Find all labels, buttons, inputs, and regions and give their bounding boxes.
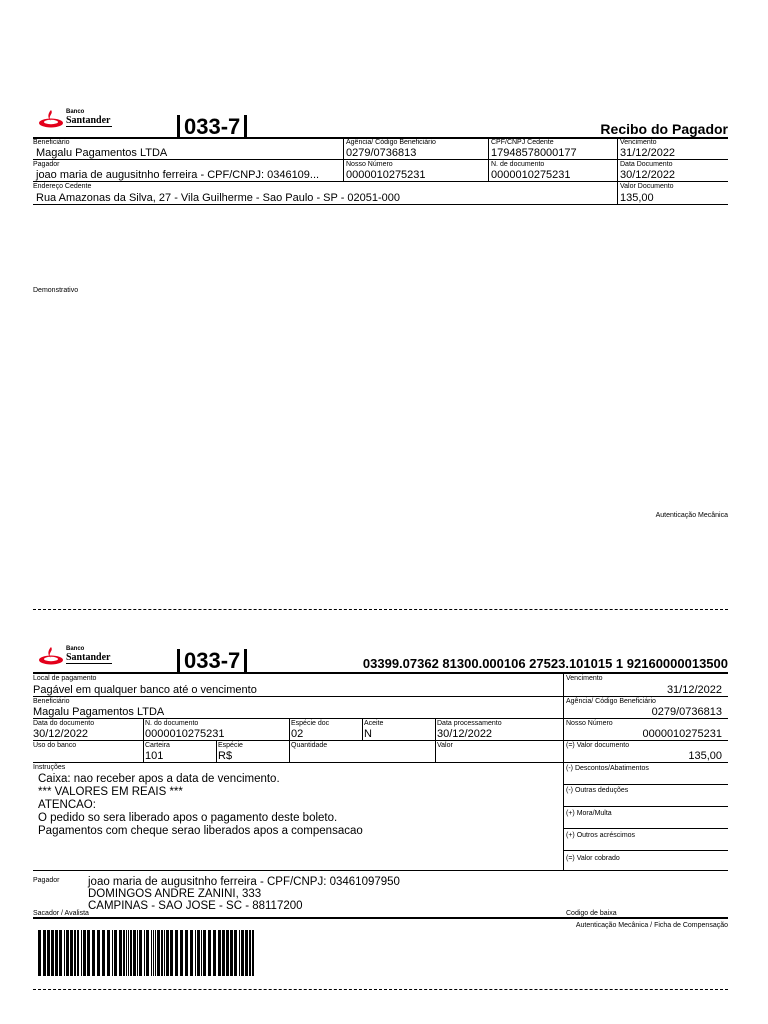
barcode-bar: [55, 930, 58, 976]
receipt-vencimento: 31/12/2022: [620, 147, 676, 159]
barcode-bar: [43, 930, 46, 976]
receipt-nosso-numero: 0000010275231: [346, 169, 426, 181]
instruction-line: Caixa: nao receber apos a data de vencimento.: [38, 773, 280, 785]
barcode-bar: [112, 930, 113, 976]
barcode-bar: [102, 930, 105, 976]
slip-especie: R$: [218, 750, 233, 762]
receipt-cpf-cnpj: 17948578000177: [491, 147, 577, 159]
label-vencimento: Vencimento: [620, 139, 657, 146]
barcode-bar: [51, 930, 54, 976]
label-slip-vencimento: Vencimento: [566, 675, 603, 682]
label-slip-data-processamento: Data processamento: [437, 720, 502, 727]
barcode-bar: [87, 930, 90, 976]
slip-valor-documento: 135,00: [688, 750, 722, 762]
barcode-bar: [180, 930, 183, 976]
barcode-bar: [230, 930, 233, 976]
barcode-bar: [133, 930, 136, 976]
barcode-bar: [234, 930, 237, 976]
barcode-bar: [151, 930, 152, 976]
label-autenticacao-receipt: Autenticação Mecânica: [655, 512, 728, 519]
slip-data-documento: 30/12/2022: [33, 728, 89, 740]
bank-word: Banco: [66, 646, 85, 652]
barcode-bar: [97, 930, 100, 976]
barcode: [38, 930, 258, 976]
barcode-bar: [126, 930, 127, 976]
barcode-bar: [74, 930, 76, 976]
slip-especie-doc: 02: [291, 728, 304, 740]
label-slip-quantidade: Quantidade: [291, 742, 328, 749]
barcode-bar: [123, 930, 125, 976]
barcode-bar: [107, 930, 110, 976]
label-beneficiario: Beneficiário: [33, 139, 70, 146]
barcode-bar: [164, 930, 165, 976]
barcode-bar: [241, 930, 244, 976]
label-slip-n-documento: N. do documento: [145, 720, 199, 727]
label-slip-nosso-numero: Nosso Número: [566, 720, 613, 727]
barcode-bar: [252, 930, 254, 976]
barcode-bar: [130, 930, 132, 976]
instruction-line: Pagamentos com cheque serao liberados apos a compensacao: [38, 825, 363, 837]
barcode-bar: [245, 930, 248, 976]
barcode-bar: [92, 930, 95, 976]
digitable-line: 03399.07362 81300.000106 27523.101015 1 92160000013500: [362, 656, 728, 671]
payer-line: CAMPINAS - SAO JOSE - SC - 88117200: [88, 900, 303, 912]
bank-name: Santander: [66, 115, 111, 126]
barcode-bar: [119, 930, 122, 976]
barcode-bar: [197, 930, 200, 976]
receipt-beneficiario: Magalu Pagamentos LTDA: [36, 147, 168, 159]
barcode-bar: [144, 930, 145, 976]
label-slip-valor: Valor: [437, 742, 453, 749]
barcode-bar: [213, 930, 216, 976]
barcode-bar: [153, 930, 154, 976]
barcode-bar: [185, 930, 188, 976]
label-slip-mora-multa: (+) Mora/Multa: [566, 810, 612, 817]
label-endereco: Endereço Cedente: [33, 183, 92, 190]
barcode-bar: [226, 930, 229, 976]
slip-data-processamento: 30/12/2022: [437, 728, 493, 740]
payer-line: joao maria de augusitnho ferreira - CPF/CNPJ: 03461097950: [88, 876, 400, 888]
label-cpf-cnpj: CPF/CNPJ Cedente: [491, 139, 554, 146]
slip-n-documento: 0000010275231: [145, 728, 225, 740]
slip-agencia: 0279/0736813: [651, 706, 722, 718]
label-slip-instrucoes: Instruções: [33, 764, 66, 771]
barcode-bar: [47, 930, 50, 976]
barcode-bar: [137, 930, 138, 976]
receipt-agencia: 0279/0736813: [346, 147, 417, 159]
label-n-documento: N. de documento: [491, 161, 545, 168]
label-slip-outros-acrescimos: (+) Outros acréscimos: [566, 832, 636, 839]
barcode-bar: [161, 930, 163, 976]
instruction-line: *** VALORES EM REAIS ***: [38, 786, 183, 798]
instruction-line: O pedido so sera liberado apos o pagamento deste boleto.: [38, 812, 338, 824]
label-slip-especie: Espécie: [218, 742, 243, 749]
receipt-data-documento: 30/12/2022: [620, 169, 676, 181]
bank-code: 033-7: [177, 115, 247, 139]
barcode-bar: [128, 930, 129, 976]
barcode-bar: [201, 930, 202, 976]
label-slip-carteira: Carteira: [145, 742, 170, 749]
barcode-bar: [70, 930, 73, 976]
label-slip-uso-banco: Uso do banco: [33, 742, 77, 749]
barcode-bar: [64, 930, 65, 976]
barcode-bar: [81, 930, 82, 976]
barcode-bar: [114, 930, 117, 976]
barcode-bar: [195, 930, 196, 976]
label-slip-especie-doc: Espécie doc: [291, 720, 330, 727]
barcode-bar: [175, 930, 178, 976]
label-slip-sacador: Sacador / Avalista: [33, 910, 89, 917]
payer-line: DOMINGOS ANDRE ZANINI, 333: [88, 888, 262, 900]
barcode-bar: [249, 930, 251, 976]
label-slip-outras-deducoes: (-) Outras deduções: [566, 787, 629, 794]
slip-local-pagamento: Pagável em qualquer banco até o vencimento: [33, 684, 257, 696]
label-nosso-numero: Nosso Número: [346, 161, 393, 168]
barcode-bar: [155, 930, 156, 976]
barcode-bar: [66, 930, 69, 976]
barcode-bar: [222, 930, 225, 976]
barcode-bar: [239, 930, 240, 976]
barcode-bar: [146, 930, 149, 976]
label-agencia: Agência/ Código Beneficiário: [346, 139, 436, 146]
label-valor-documento: Valor Documento: [620, 183, 674, 190]
label-slip-valor-documento: (=) Valor documento: [566, 742, 630, 749]
bank-name: Santander: [66, 652, 111, 663]
label-local-pagamento: Local de pagamento: [33, 675, 97, 682]
receipt-endereco: Rua Amazonas da Silva, 27 - Vila Guilherme - Sao Paulo - SP - 02051-000: [36, 192, 401, 204]
label-slip-pagador: Pagador: [33, 877, 60, 884]
barcode-bar: [166, 930, 169, 976]
label-slip-autenticacao: Autenticação Mecânica / Ficha de Compensação: [575, 922, 728, 929]
label-slip-beneficiario: Beneficiário: [33, 698, 70, 705]
label-slip-agencia: Agência/ Código Beneficiário: [566, 698, 656, 705]
slip-aceite: N: [364, 728, 372, 740]
receipt-valor-documento: 135,00: [620, 192, 654, 204]
receipt-pagador: joao maria de augusitnho ferreira - CPF/CNPJ: 0346109...: [36, 169, 320, 181]
label-data-documento: Data Documento: [620, 161, 673, 168]
slip-nosso-numero: 0000010275231: [642, 728, 722, 740]
instruction-line: ATENCAO:: [38, 799, 96, 811]
slip-vencimento: 31/12/2022: [666, 684, 722, 696]
barcode-bar: [203, 930, 206, 976]
label-slip-codigo-baixa: Codigo de baixa: [566, 910, 617, 917]
santander-logo-slip: [38, 645, 112, 665]
cut-line-top: [33, 609, 728, 610]
bank-word: Banco: [66, 109, 85, 115]
barcode-bar: [77, 930, 79, 976]
barcode-bar: [38, 930, 41, 976]
barcode-bar: [139, 930, 142, 976]
bank-code-slip: 033-7: [177, 649, 247, 673]
label-slip-descontos: (-) Descontos/Abatimentos: [566, 765, 649, 772]
barcode-bar: [83, 930, 86, 976]
receipt-n-documento: 0000010275231: [491, 169, 571, 181]
barcode-bar: [170, 930, 173, 976]
barcode-bar: [190, 930, 193, 976]
barcode-bar: [208, 930, 211, 976]
santander-logo: [38, 108, 112, 128]
santander-flame-icon: [38, 108, 64, 128]
barcode-bar: [59, 930, 62, 976]
barcode-bar: [157, 930, 160, 976]
label-pagador: Pagador: [33, 161, 60, 168]
santander-flame-icon: [38, 645, 64, 665]
barcode-bar: [218, 930, 221, 976]
cut-line-bottom: [33, 989, 728, 990]
label-slip-valor-cobrado: (=) Valor cobrado: [566, 855, 620, 862]
label-slip-data-documento: Data do documento: [33, 720, 95, 727]
slip-beneficiario: Magalu Pagamentos LTDA: [33, 706, 165, 718]
label-slip-aceite: Aceite: [364, 720, 384, 727]
receipt-title: Recibo do Pagador: [600, 121, 728, 137]
label-demonstrativo: Demonstrativo: [33, 287, 79, 294]
slip-carteira: 101: [145, 750, 164, 762]
